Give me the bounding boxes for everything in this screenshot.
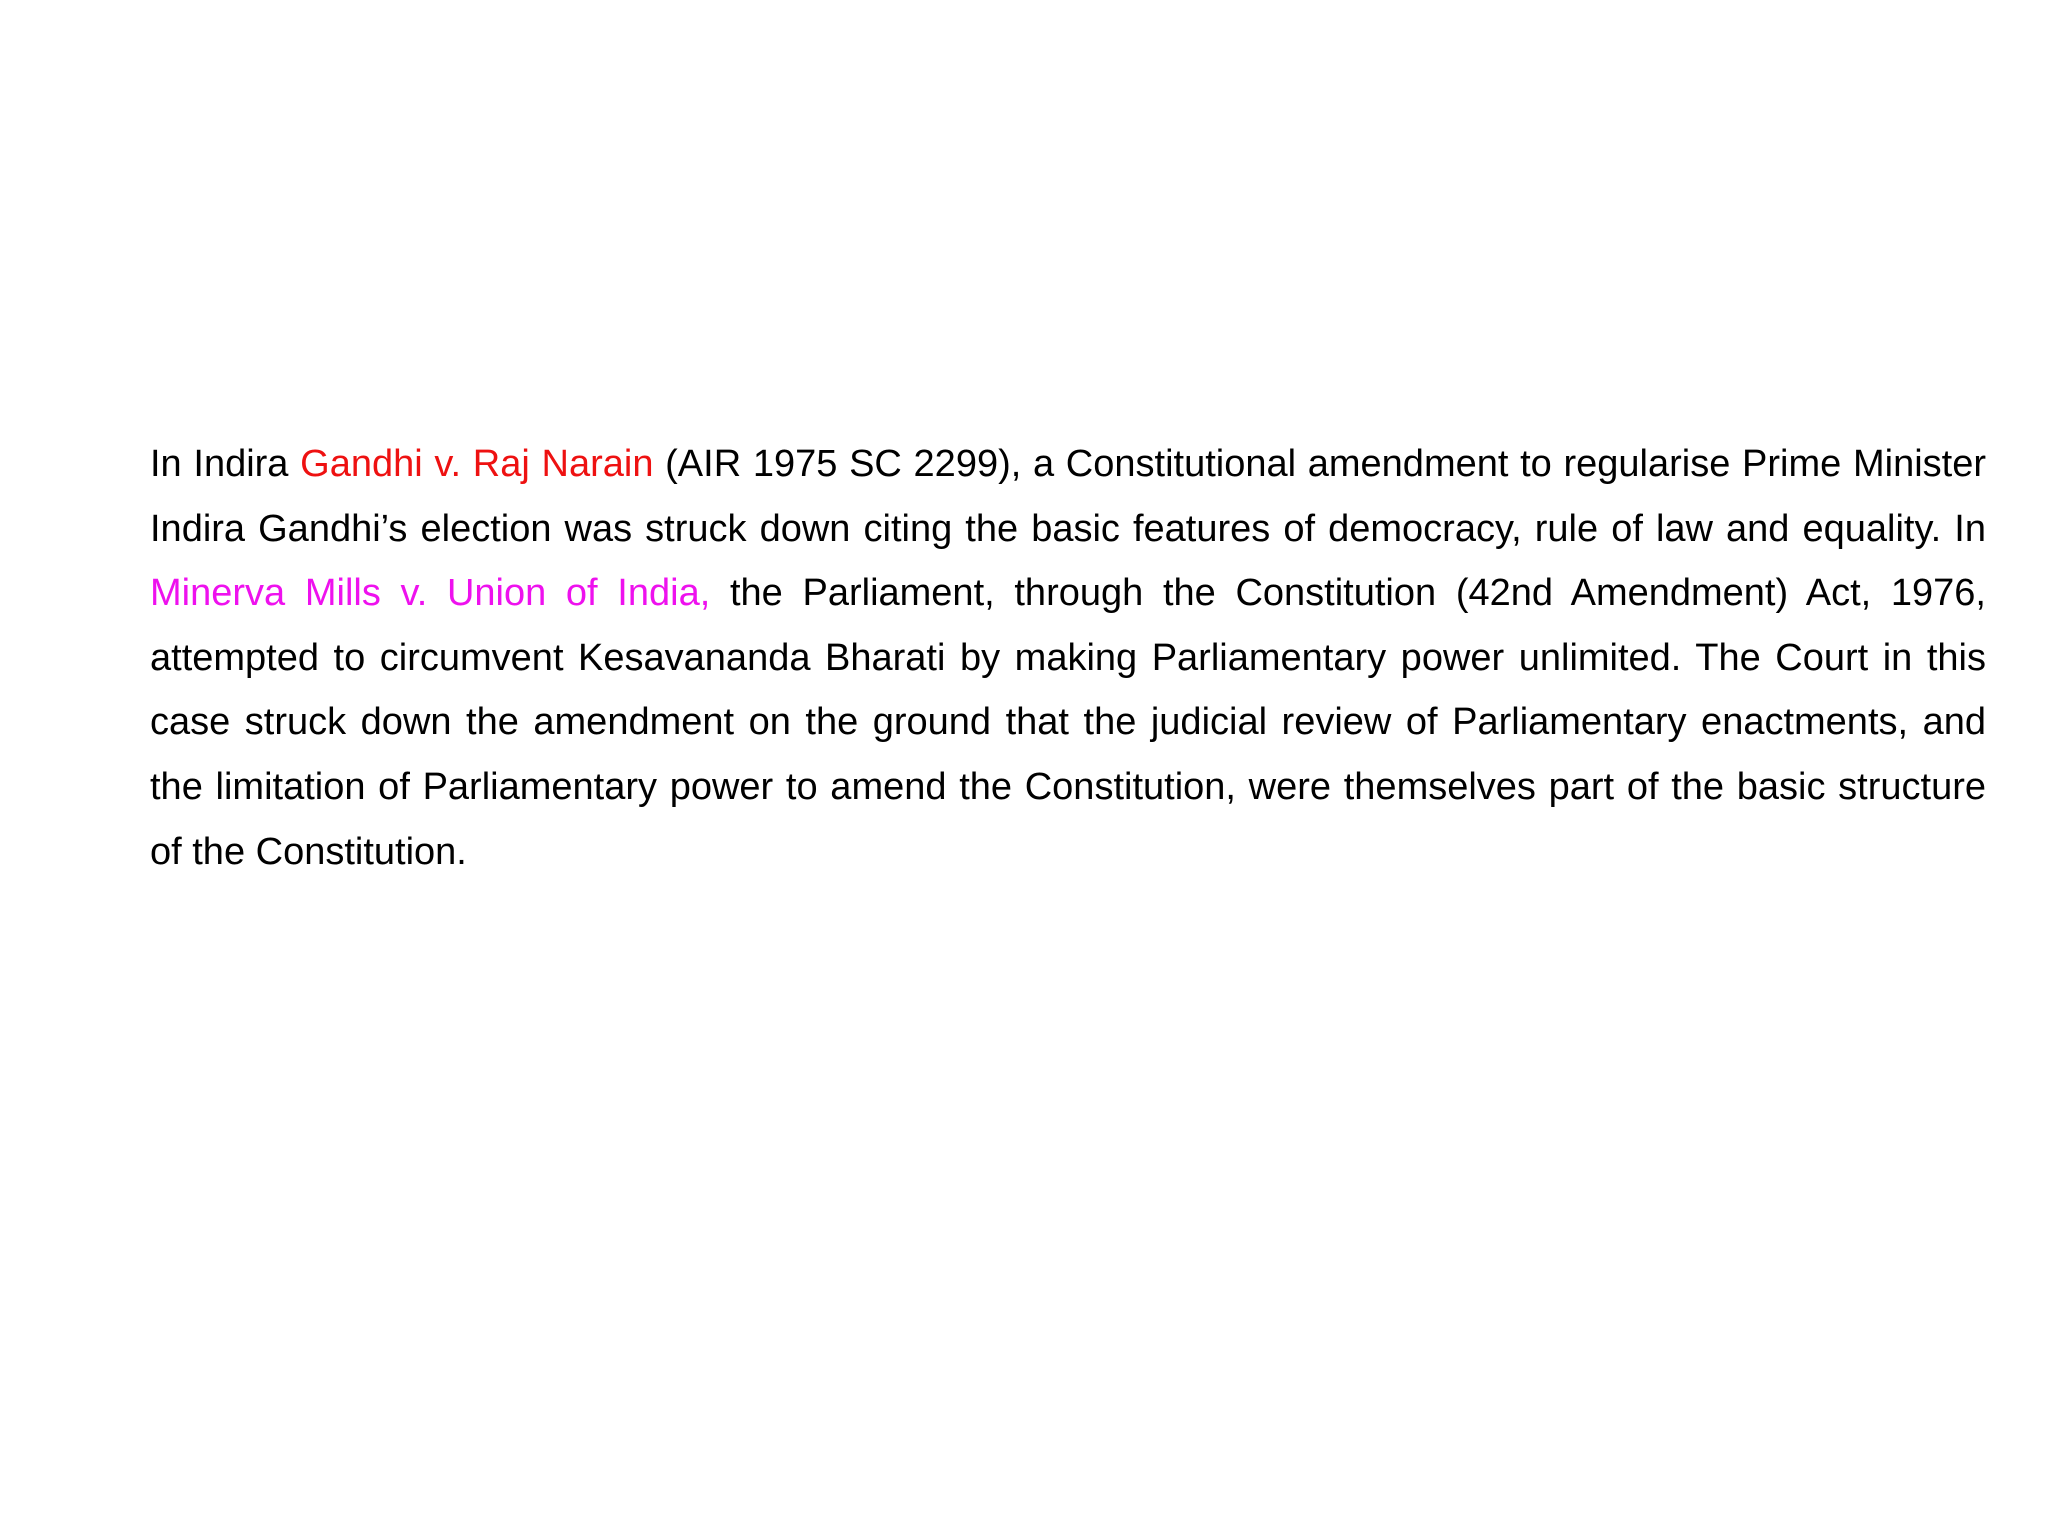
case-citation-gandhi-v-raj-narain: Gandhi v. Raj Narain [300, 443, 654, 485]
paragraph-text-2: (AIR 1975 SC 2299), a Constitutional amendment to regularise Prime Minister Indira Gandhi’s election was struck down citing the basic features of democracy, rule of law and equality. In [150, 443, 1986, 550]
paragraph-text-3: the Parliament, through the Constitution (42nd Amendment) Act, 1976, attempted to circumvent Kesavananda Bharati by making Parliamentary power unlimited. The Court in this case struck down the amendment on the ground that the judicial review of Parliamentary enactments, and the limitation of Parliamentary power to amend the Constitution, were themselves part of the basic structure of the Constitution. [150, 572, 1986, 873]
paragraph-text-1: In Indira [150, 443, 301, 485]
case-citation-minerva-mills: Minerva Mills v. Union of India, [150, 572, 711, 615]
body-paragraph [150, 432, 1986, 884]
